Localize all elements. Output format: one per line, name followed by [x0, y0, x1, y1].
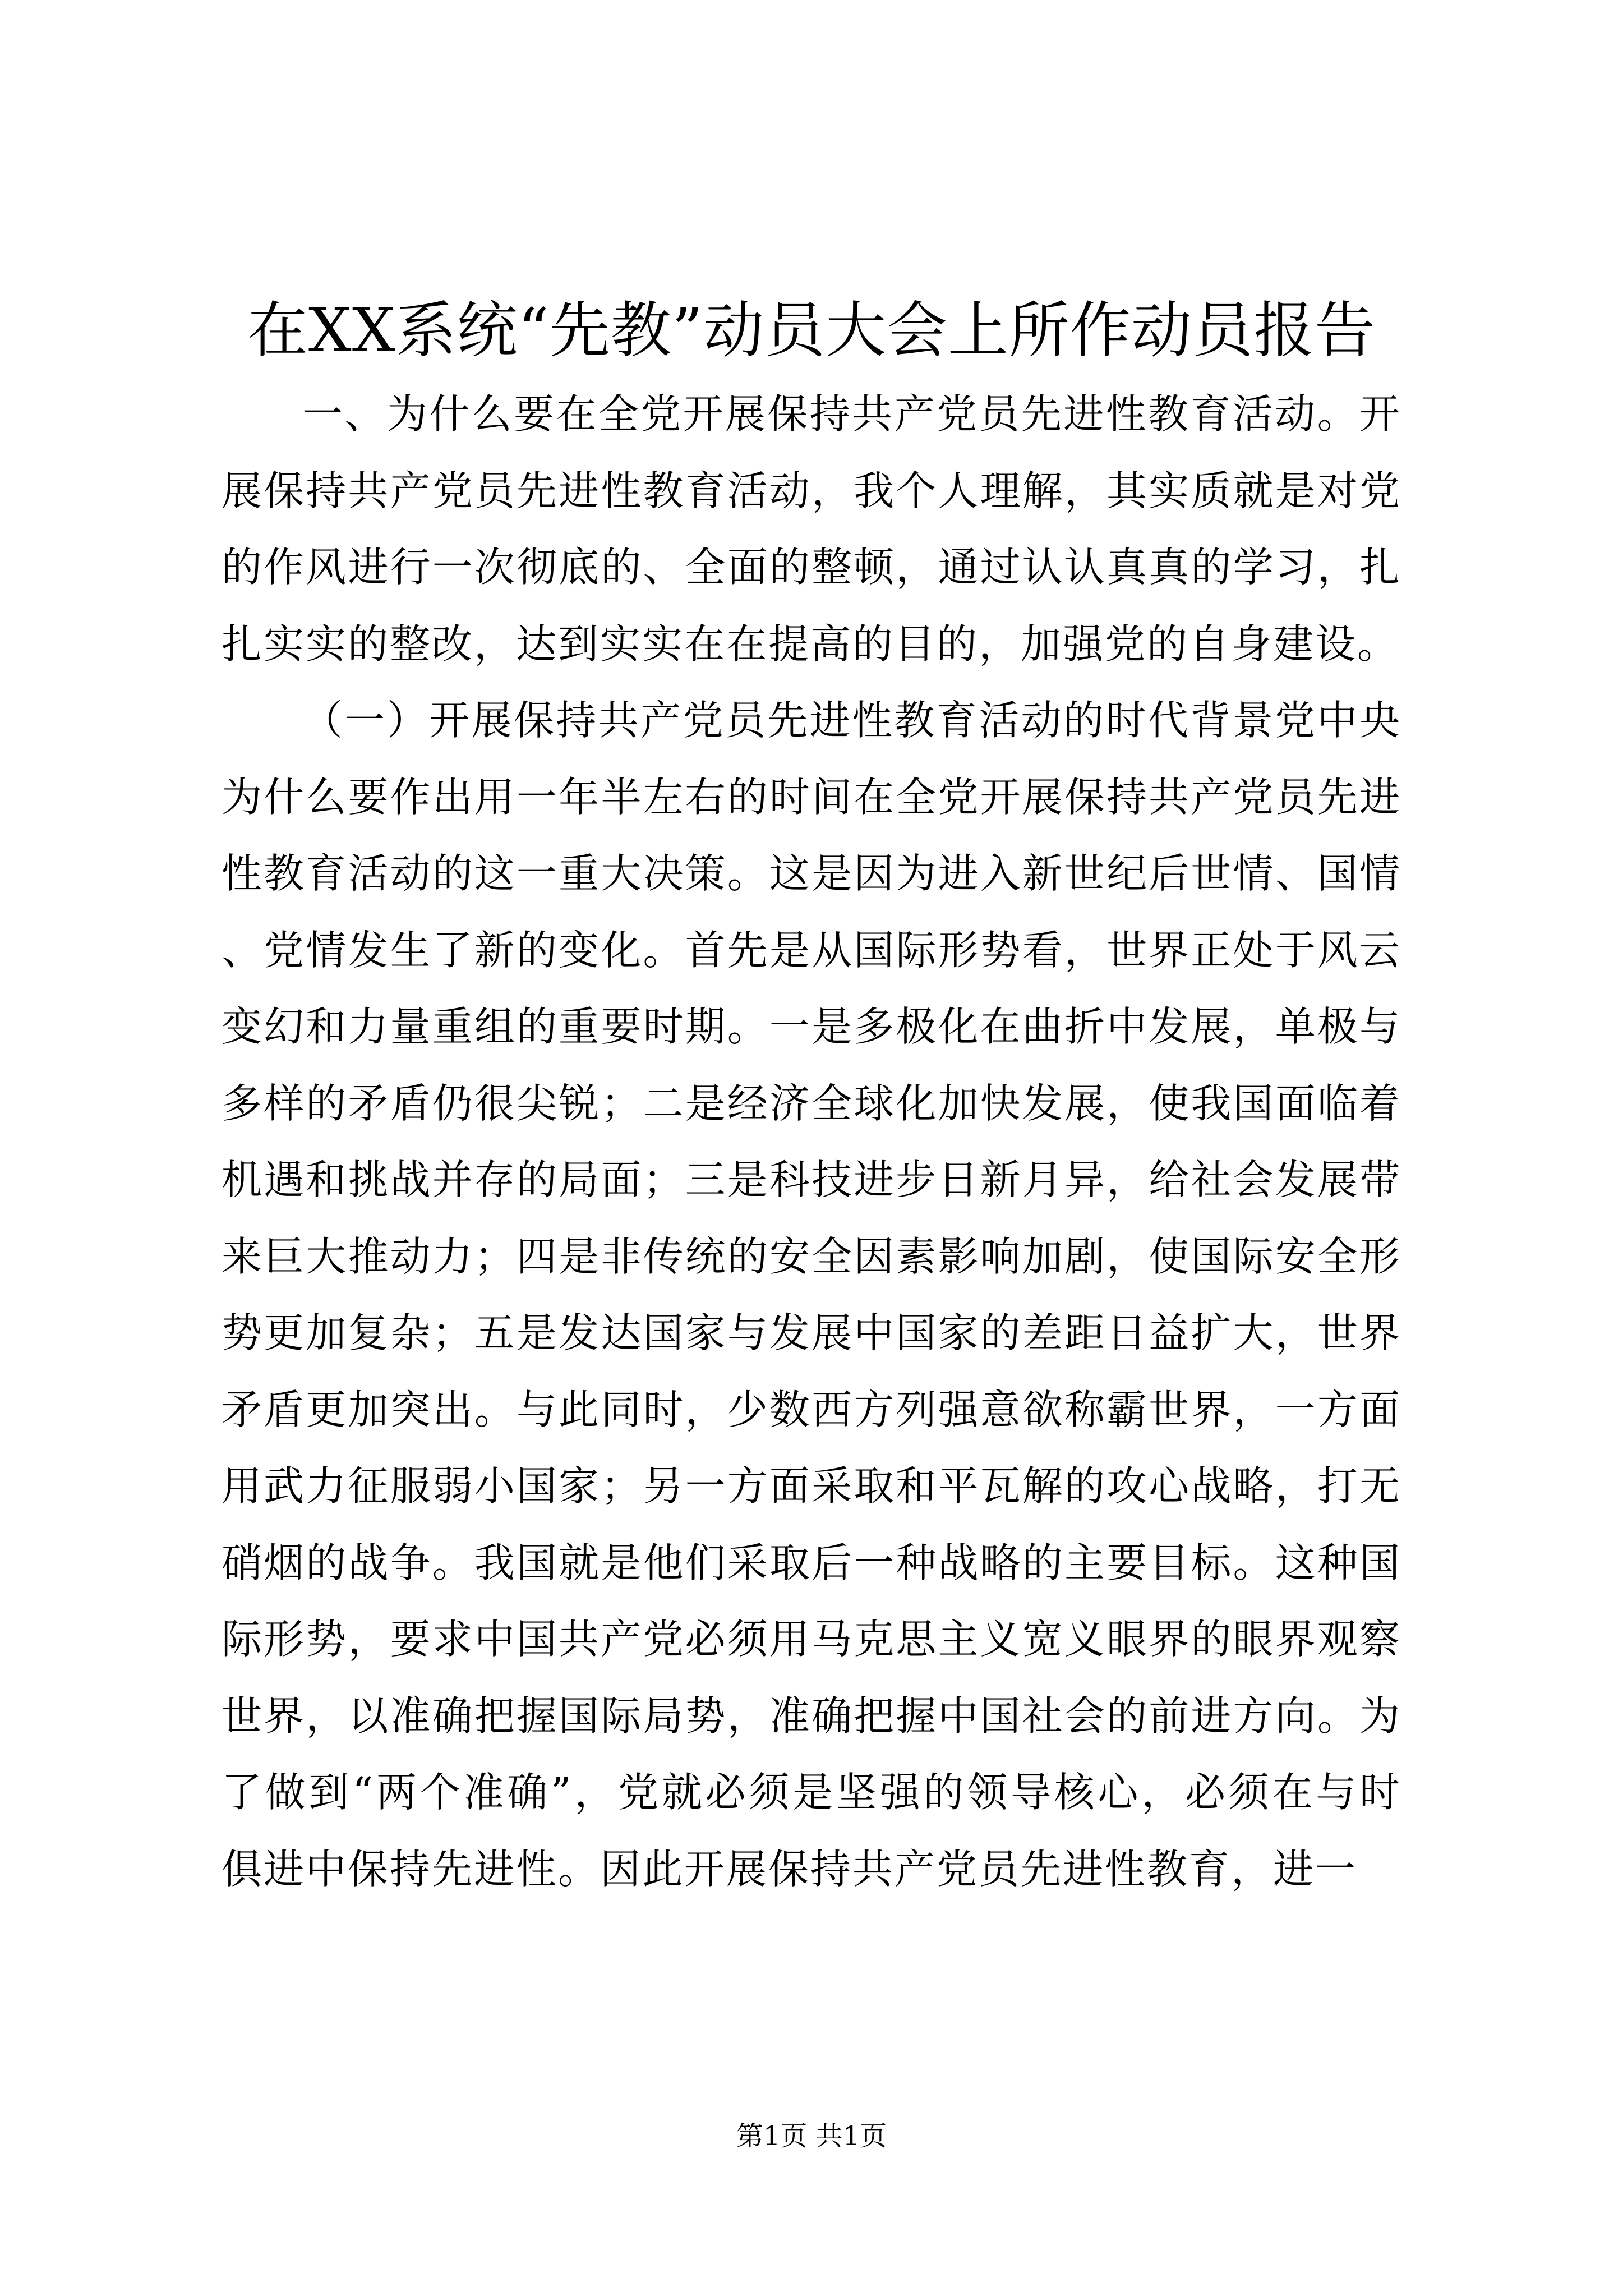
paragraph-1: 一、为什么要在全党开展保持共产党员先进性教育活动。开展保持共产党员先进性教育活动，我个人理解，其实质就是对党的作风进行一次彻底的、全面的整顿，通过认认真真的学习，扎扎实实的整改，达到实实在在提高的目的，加强党的自身建设。 [222, 390, 1401, 668]
document-title: 在XX系统“先教”动员大会上所作动员报告 [247, 296, 1376, 366]
document-body [222, 376, 1401, 1907]
page-footer: 第1页 共1页 [736, 2120, 887, 2152]
paragraph-2: （一）开展保持共产党员先进性教育活动的时代背景党中央为什么要作出用一年半左右的时间在全党开展保持共产党员先进性教育活动的这一重大决策。这是因为进入新世纪后世情、国情、党情发生了新的变化。首先是从国际形势看，世界正处于风云变幻和力量重组的重要时期。一是多极化在曲折中发展，单极与多样的矛盾仍很尖锐；二是经济全球化加快发展，使我国面临着机遇和挑战并存的局面；三是科技进步日新月异，给社会发展带来巨大推动力；四是非传统的安全因素影响加剧，使国际安全形势更加复杂；五是发达国家与发展中国家的差距日益扩大，世界矛盾更加突出。与此同时，少数西方列强意欲称霸世界，一方面用武力征服弱小国家；另一方面采取和平瓦解的攻心战略，打无硝烟的战争。我国就是他们采取后一种战略的主要目标。这种国际形势，要求中国共产党必须用马克思主义宽义眼界的眼界观察世界，以准确把握国际局势，准确把握中国社会的前进方向。为了做到“两个准确”，党就必须是坚强的领导核心，必须在与时俱进中保持先进性。因此开展保持共产党员先进性教育，进一 [222, 697, 1401, 1893]
